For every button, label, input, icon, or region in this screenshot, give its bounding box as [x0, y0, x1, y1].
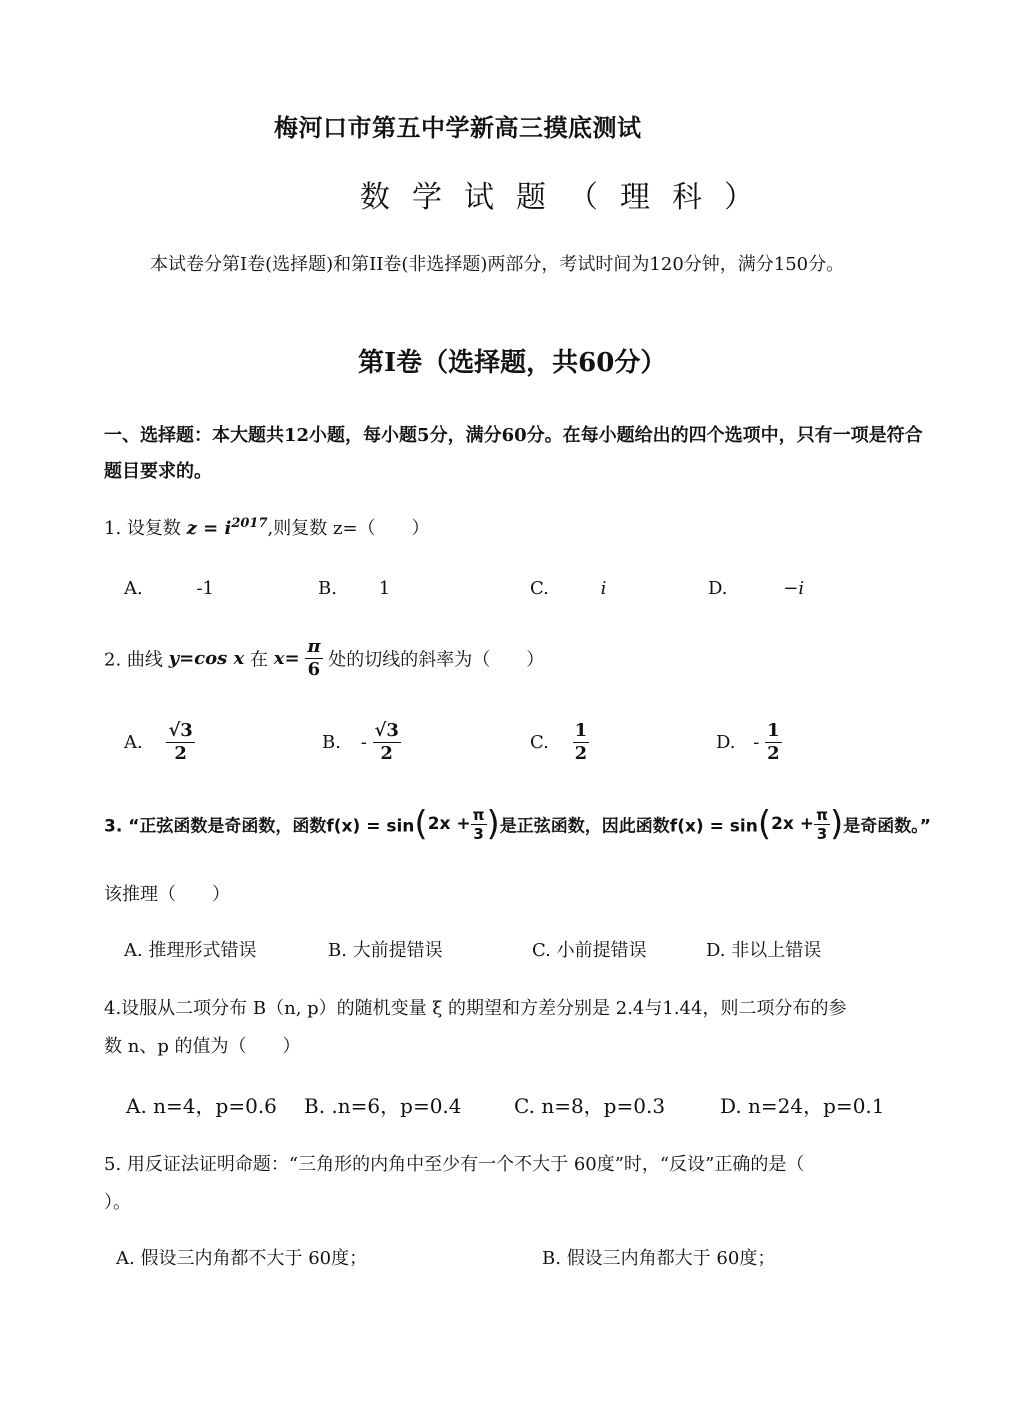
option-sign: -	[360, 732, 367, 753]
exam-title: 梅河口市第五中学新高三摸底测试	[274, 113, 642, 142]
exam-intro: 本试卷分第Ⅰ卷(选择题)和第II卷(非选择题)两部分，考试时间为120分钟，满分150分。	[150, 254, 845, 275]
q4-line-2: 数 n、p 的值为（ ）	[104, 1036, 301, 1057]
exam-subtitle: 数学试题（理科）	[360, 180, 776, 215]
option-label: A.	[124, 940, 143, 961]
q2-option-c	[530, 720, 589, 765]
q1-option-a	[124, 578, 214, 599]
option-text: n=8，p=0.3	[541, 1094, 666, 1118]
option-text: n=24，p=0.1	[748, 1094, 885, 1118]
option-sign: -	[753, 732, 760, 753]
q5-option-a	[116, 1244, 367, 1270]
fraction-numerator: √3	[168, 720, 193, 741]
section-instructions: 一、选择题：本大题共12小题，每小题5分，满分60分。在每小题给出的四个选项中，只有一项是符合题目要求的。	[104, 425, 923, 482]
q2-formula-2: x=	[273, 648, 300, 669]
option-text: 大前提错误	[352, 940, 443, 961]
q1-option-c	[530, 578, 606, 599]
option-text: 假设三内角都大于 60度；	[566, 1248, 776, 1269]
option-label: B.	[542, 1248, 561, 1269]
option-fraction	[573, 720, 590, 765]
q5-option-b	[542, 1244, 775, 1270]
q2-option-b	[322, 720, 401, 765]
q2-prefix: 2. 曲线	[104, 649, 163, 671]
q3-fraction-1	[471, 806, 487, 843]
question-1	[104, 514, 430, 540]
q3-part-1: 3. “正弦函数是奇函数，函数f(x) = sin	[104, 816, 415, 837]
option-text: i	[600, 578, 607, 599]
question-3	[104, 804, 931, 844]
q2-fraction	[305, 636, 322, 681]
q1-option-d	[708, 578, 804, 599]
q3-stem: 该推理（ ）	[104, 884, 230, 905]
option-label: B.	[328, 940, 347, 961]
paren-open: (	[757, 804, 772, 844]
option-text: .n=6，p=0.4	[331, 1094, 462, 1118]
q1-prefix: 1. 设复数	[104, 518, 181, 539]
option-text: 非以上错误	[731, 940, 822, 961]
q3-inner-2: 2x +	[771, 814, 815, 834]
q3-option-b	[328, 936, 443, 962]
option-label: A.	[116, 1248, 135, 1269]
option-label: B.	[322, 732, 341, 753]
section-title: 第Ⅰ卷（选择题，共60分）	[358, 348, 667, 378]
option-label: C.	[514, 1094, 535, 1118]
q2-option-a	[124, 720, 195, 765]
question-2	[104, 636, 544, 681]
option-text: -1	[196, 578, 215, 599]
option-label: C.	[530, 732, 549, 753]
option-text: 小前提错误	[556, 940, 647, 961]
option-label: B.	[318, 578, 337, 599]
fraction-denominator: 2	[574, 743, 588, 764]
option-label: D.	[706, 940, 726, 961]
fraction-denominator: 6	[307, 659, 321, 680]
q1-formula: z = i	[186, 518, 232, 539]
option-label: A.	[126, 1094, 147, 1118]
q3-fraction-2	[814, 806, 830, 843]
fraction-numerator: 1	[767, 720, 780, 741]
q4-option-a	[126, 1090, 277, 1119]
option-label: A.	[124, 732, 143, 753]
paren-close: )	[829, 804, 844, 844]
option-label: B.	[304, 1094, 326, 1118]
option-fraction	[166, 720, 194, 765]
q3-option-d	[706, 936, 821, 962]
q2-formula-1: y=cos x	[168, 648, 245, 669]
fraction-denominator: 3	[816, 824, 828, 843]
q3-part-2: 是正弦函数，因此函数f(x) = sin	[499, 816, 758, 837]
q4-option-c	[514, 1090, 665, 1119]
q4-line-1: 4.设服从二项分布 B（n, p）的随机变量 ξ 的期望和方差分别是 2.4与1.44，则二项分布的参	[104, 998, 847, 1019]
fraction-numerator: √3	[374, 720, 399, 741]
fraction-numerator: π	[816, 805, 828, 824]
option-label: D.	[708, 578, 728, 599]
fraction-denominator: 2	[174, 743, 187, 764]
option-label: D.	[716, 732, 736, 753]
paren-close: )	[486, 804, 500, 844]
q4-option-b	[304, 1090, 462, 1119]
option-label: D.	[720, 1094, 742, 1118]
q1-exponent: 2017	[231, 516, 268, 531]
q2-option-d	[716, 720, 782, 765]
option-fraction	[373, 720, 401, 765]
q3-inner-1: 2x +	[427, 814, 471, 834]
q1-suffix: ,则复数 z=（ ）	[267, 518, 430, 539]
fraction-numerator: π	[307, 636, 321, 657]
q1-option-b	[318, 578, 390, 599]
option-fraction	[765, 720, 782, 765]
q5-line-2: ）。	[104, 1192, 131, 1213]
fraction-denominator: 3	[473, 824, 484, 843]
fraction-denominator: 2	[380, 743, 393, 764]
q4-option-d	[720, 1090, 885, 1119]
option-text: −i	[783, 578, 805, 599]
option-text: 推理形式错误	[148, 940, 257, 961]
q2-mid: 在	[250, 649, 269, 671]
q3-part-3: 是奇函数。”	[843, 816, 931, 837]
option-text: n=4，p=0.6	[153, 1094, 277, 1118]
q3-option-a	[124, 936, 256, 962]
option-text: 1	[378, 578, 391, 599]
q3-option-c	[532, 936, 647, 962]
fraction-numerator: 1	[574, 720, 588, 741]
option-text: 假设三内角都不大于 60度；	[140, 1248, 368, 1269]
option-label: C.	[530, 578, 549, 599]
q5-line-1: 5. 用反证法证明命题：“三角形的内角中至少有一个不大于 60度”时，“反设”正确的是（	[104, 1154, 805, 1175]
option-label: C.	[532, 940, 551, 961]
option-label: A.	[124, 578, 143, 599]
paren-open: (	[414, 804, 428, 844]
q2-suffix: 处的切线的斜率为（ ）	[328, 649, 545, 671]
fraction-numerator: π	[472, 805, 485, 824]
fraction-denominator: 2	[767, 743, 780, 764]
